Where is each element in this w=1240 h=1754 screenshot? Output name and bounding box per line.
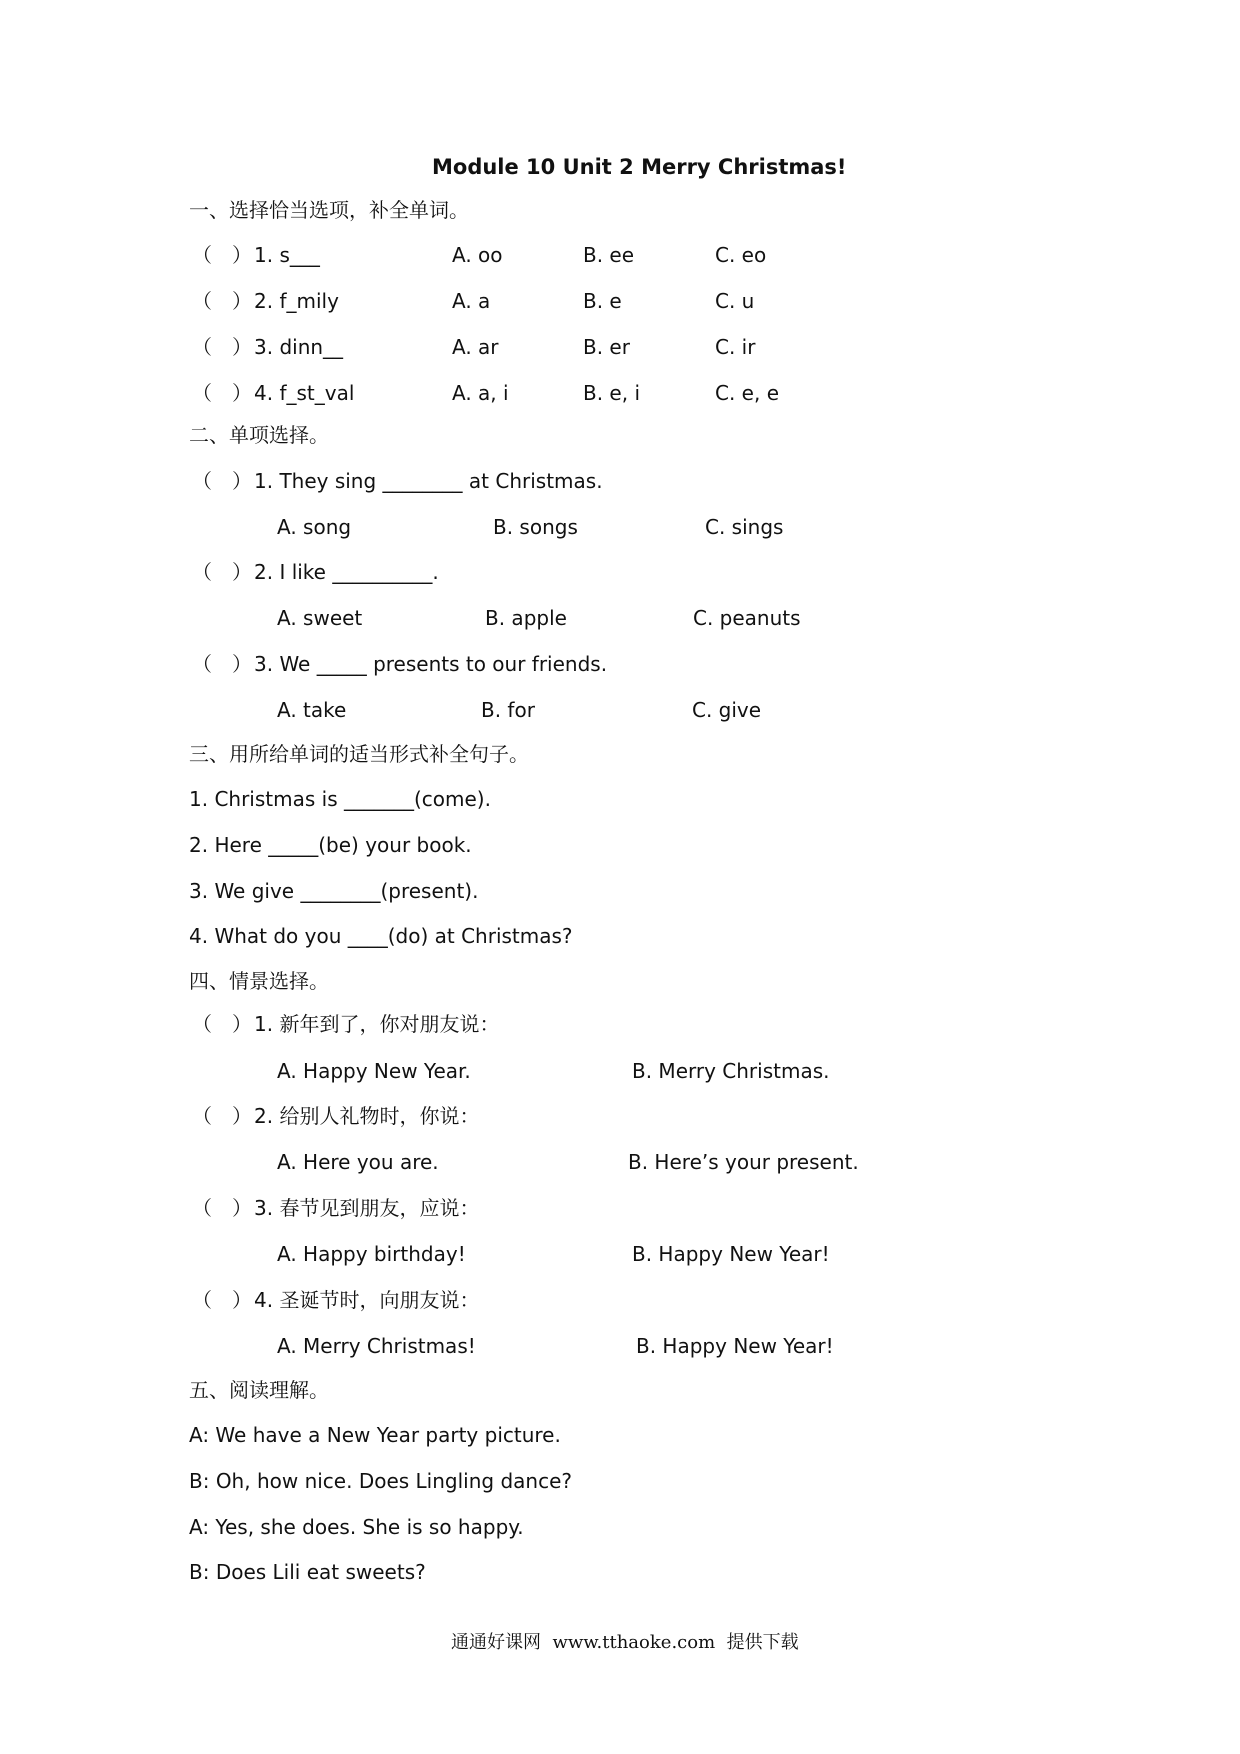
page-footer: 通通好课网 www.tthaoke.com 提供下载 bbox=[451, 1632, 799, 1653]
option-b: B. Merry Christmas. bbox=[632, 1059, 830, 1083]
option-a: A. a, i bbox=[452, 381, 509, 405]
section-1-heading: 一、选择恰当选项，补全单词。 bbox=[189, 198, 469, 222]
dialogue-line: B: Oh, how nice. Does Lingling dance? bbox=[189, 1469, 572, 1493]
option-a: A. oo bbox=[452, 243, 503, 267]
option-c: C. sings bbox=[705, 515, 784, 539]
option-a: A. Merry Christmas! bbox=[277, 1334, 476, 1358]
dialogue-line: A: We have a New Year party picture. bbox=[189, 1423, 561, 1447]
question-text: 4. f_st_val bbox=[254, 381, 355, 405]
option-c: C. ir bbox=[715, 335, 756, 359]
fill-sentence: 2. Here _____(be) your book. bbox=[189, 833, 472, 857]
question-text: 2. f_mily bbox=[254, 289, 339, 313]
option-a: A. ar bbox=[452, 335, 499, 359]
section-2-heading: 二、单项选择。 bbox=[189, 423, 329, 447]
option-c: C. eo bbox=[715, 243, 767, 267]
option-b: B. ee bbox=[583, 243, 635, 267]
option-b: B. for bbox=[481, 698, 535, 722]
option-b: B. songs bbox=[493, 515, 578, 539]
answer-paren[interactable]: （ ） bbox=[192, 243, 252, 267]
question-text: 1. s___ bbox=[254, 243, 320, 267]
question-text: 1. 新年到了，你对朋友说： bbox=[254, 1012, 500, 1036]
question-text: 1. They sing ________ at Christmas. bbox=[254, 469, 603, 493]
option-a: A. Happy New Year. bbox=[277, 1059, 471, 1083]
answer-paren[interactable]: （ ） bbox=[192, 1104, 252, 1128]
section-4-heading: 四、情景选择。 bbox=[189, 969, 329, 993]
option-a: A. take bbox=[277, 698, 347, 722]
option-b: B. Happy New Year! bbox=[636, 1334, 834, 1358]
option-b: B. e, i bbox=[583, 381, 641, 405]
answer-paren[interactable]: （ ） bbox=[192, 335, 252, 359]
option-a: A. Happy birthday! bbox=[277, 1242, 466, 1266]
answer-paren[interactable]: （ ） bbox=[192, 1012, 252, 1036]
dialogue-line: A: Yes, she does. She is so happy. bbox=[189, 1515, 524, 1539]
question-text: 4. 圣诞节时，向朋友说： bbox=[254, 1288, 480, 1312]
option-a: A. song bbox=[277, 515, 352, 539]
option-a: A. Here you are. bbox=[277, 1150, 439, 1174]
option-b: B. e bbox=[583, 289, 622, 313]
answer-paren[interactable]: （ ） bbox=[192, 560, 252, 584]
option-c: C. e, e bbox=[715, 381, 780, 405]
question-text: 3. 春节见到朋友，应说： bbox=[254, 1196, 480, 1220]
question-text: 3. dinn__ bbox=[254, 335, 344, 359]
answer-paren[interactable]: （ ） bbox=[192, 652, 252, 676]
answer-paren[interactable]: （ ） bbox=[192, 381, 252, 405]
answer-paren[interactable]: （ ） bbox=[192, 289, 252, 313]
option-b: B. apple bbox=[485, 606, 567, 630]
dialogue-line: B: Does Lili eat sweets? bbox=[189, 1560, 426, 1584]
question-text: 2. 给别人礼物时，你说： bbox=[254, 1104, 480, 1128]
option-a: A. a bbox=[452, 289, 491, 313]
answer-paren[interactable]: （ ） bbox=[192, 469, 252, 493]
option-c: C. peanuts bbox=[693, 606, 801, 630]
section-3-heading: 三、用所给单词的适当形式补全句子。 bbox=[189, 742, 529, 766]
option-b: B. er bbox=[583, 335, 630, 359]
question-text: 2. I like __________. bbox=[254, 560, 439, 584]
option-b: B. Here’s your present. bbox=[628, 1150, 859, 1174]
fill-sentence: 1. Christmas is _______(come). bbox=[189, 787, 491, 811]
page-title: Module 10 Unit 2 Merry Christmas! bbox=[432, 155, 847, 179]
option-b: B. Happy New Year! bbox=[632, 1242, 830, 1266]
answer-paren[interactable]: （ ） bbox=[192, 1196, 252, 1220]
question-text: 3. We _____ presents to our friends. bbox=[254, 652, 608, 676]
option-a: A. sweet bbox=[277, 606, 363, 630]
section-5-heading: 五、阅读理解。 bbox=[189, 1378, 329, 1402]
answer-paren[interactable]: （ ） bbox=[192, 1288, 252, 1312]
fill-sentence: 4. What do you ____(do) at Christmas? bbox=[189, 924, 573, 948]
fill-sentence: 3. We give ________(present). bbox=[189, 879, 479, 903]
option-c: C. give bbox=[692, 698, 762, 722]
option-c: C. u bbox=[715, 289, 755, 313]
